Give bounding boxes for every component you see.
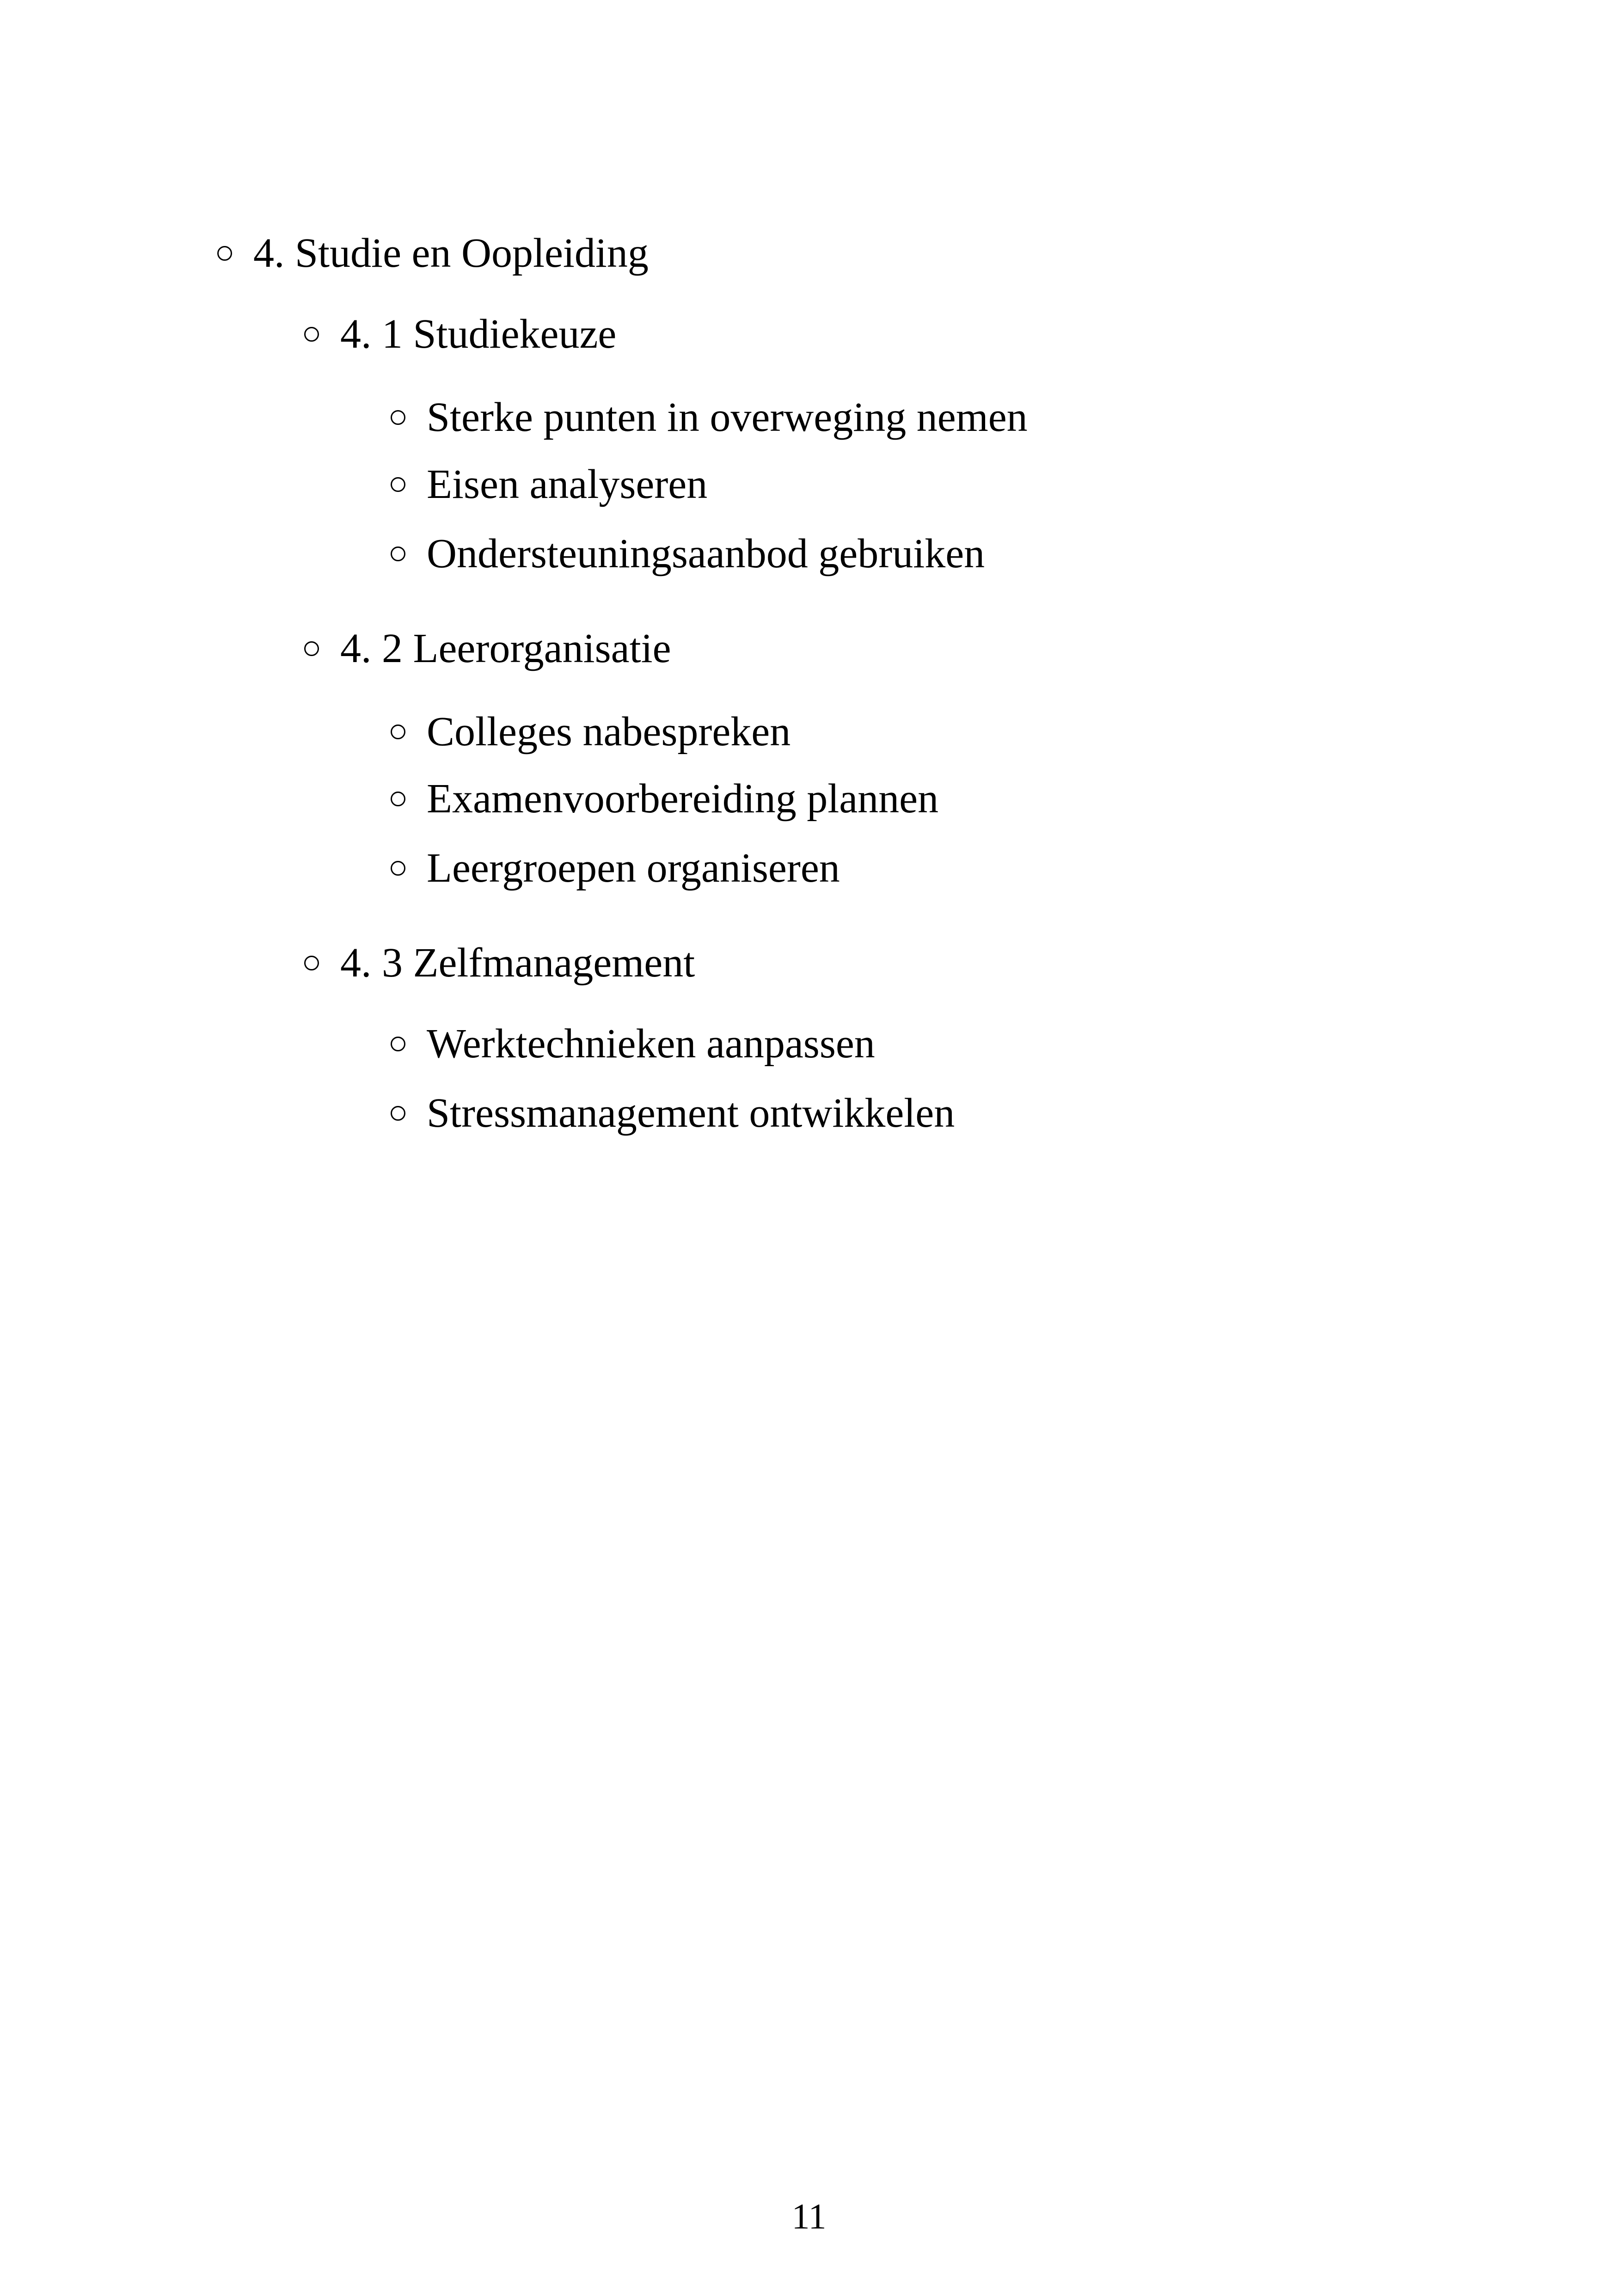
- outline-item: [391, 1090, 955, 1136]
- outline-subsection: [304, 313, 616, 355]
- hollow-circle-bullet-icon: [391, 546, 405, 561]
- outline-item: [391, 778, 938, 820]
- hollow-circle-bullet-icon: [304, 327, 319, 342]
- item-text: Werktechnieken aanpassen: [427, 1021, 875, 1067]
- outline-item: [391, 533, 985, 575]
- hollow-circle-bullet-icon: [391, 410, 405, 425]
- item-text: Stressmanagement ontwikkelen: [427, 1090, 955, 1136]
- outline-subsection: [304, 942, 695, 984]
- hollow-circle-bullet-icon: [391, 792, 405, 806]
- outline-item: [391, 1023, 875, 1065]
- outline-subsection: [304, 628, 671, 669]
- subsection-title: 4. 3 Zelfmanagement: [340, 940, 695, 986]
- hollow-circle-bullet-icon: [391, 1106, 405, 1121]
- hollow-circle-bullet-icon: [304, 641, 319, 656]
- item-text: Sterke punten in overweging nemen: [427, 394, 1028, 440]
- outline-item: [391, 711, 791, 753]
- outline-item: [391, 394, 1028, 440]
- hollow-circle-bullet-icon: [217, 246, 232, 261]
- hollow-circle-bullet-icon: [304, 956, 319, 970]
- outline-section: [217, 230, 649, 276]
- page-number: 11: [791, 2196, 827, 2236]
- hollow-circle-bullet-icon: [391, 477, 405, 492]
- item-text: Colleges nabespreken: [427, 709, 791, 755]
- hollow-circle-bullet-icon: [391, 861, 405, 876]
- item-text: Leergroepen organiseren: [427, 845, 840, 891]
- hollow-circle-bullet-icon: [391, 1037, 405, 1051]
- item-text: Eisen analyseren: [427, 461, 708, 507]
- item-text: Examenvoorbereiding plannen: [427, 776, 939, 822]
- hollow-circle-bullet-icon: [391, 724, 405, 739]
- outline-item: [391, 461, 708, 507]
- subsection-title: 4. 1 Studiekeuze: [340, 311, 617, 357]
- item-text: Ondersteuningsaanbod gebruiken: [427, 531, 985, 577]
- subsection-title: 4. 2 Leerorganisatie: [340, 626, 671, 671]
- section-title: 4. Studie en Oopleiding: [253, 230, 649, 276]
- outline-item: [391, 847, 840, 889]
